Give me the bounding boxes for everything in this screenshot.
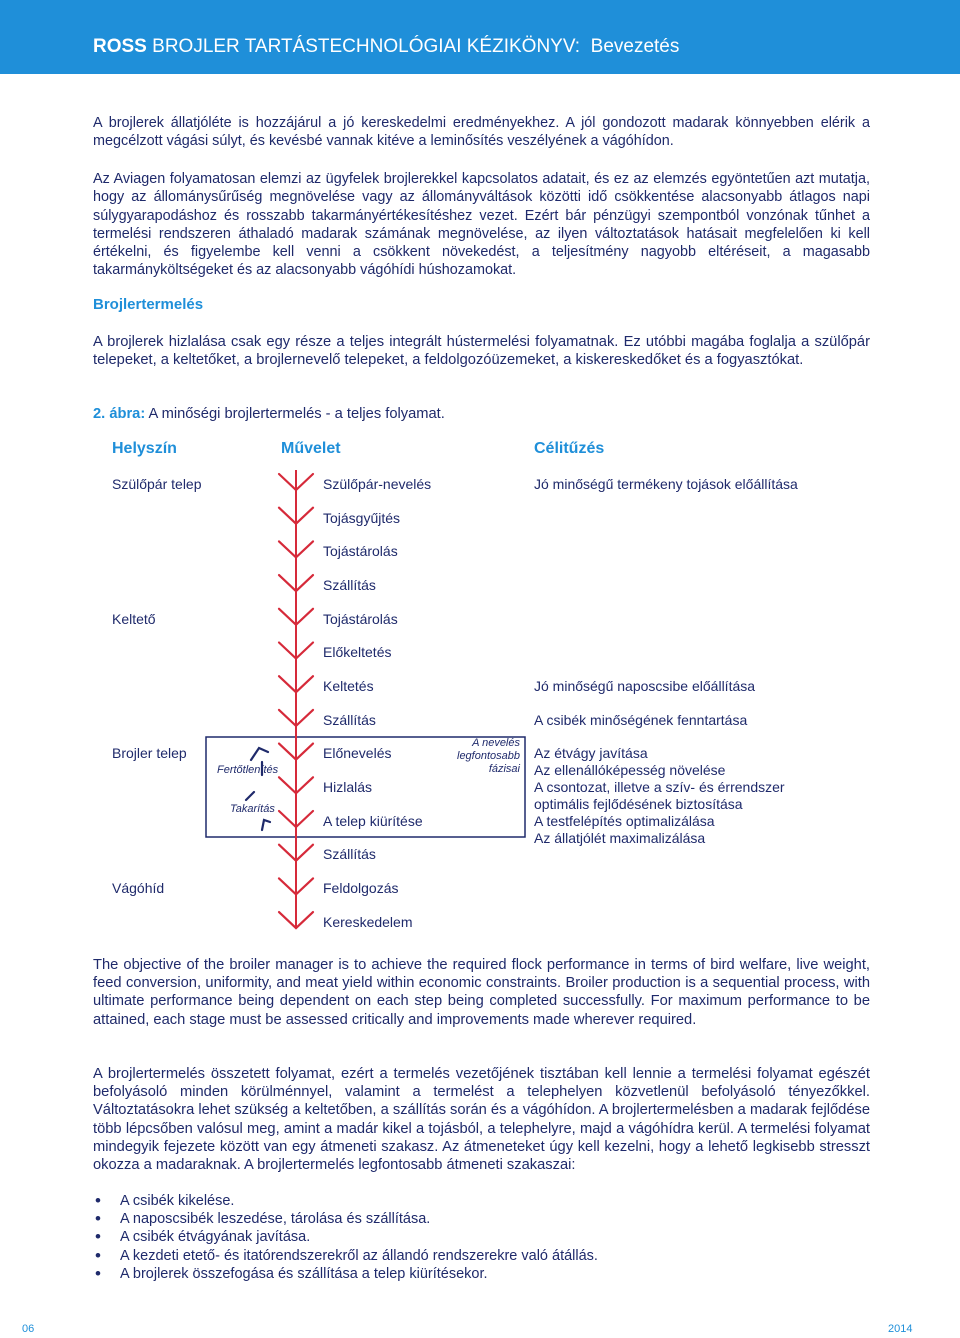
location-label: Keltető bbox=[112, 611, 156, 627]
operation-step: Szállítás bbox=[323, 577, 376, 593]
arrow-icon bbox=[246, 792, 254, 800]
arrow-icon bbox=[262, 820, 270, 830]
location-label: Szülőpár telep bbox=[112, 476, 202, 492]
operation-step: Hizlalás bbox=[323, 779, 373, 795]
goal-item: Az ellenállóképesség növelése bbox=[534, 762, 726, 778]
goal-item: A csibék minőségének fenntartása bbox=[534, 712, 748, 728]
header-title-text: BROJLER TARTÁSTECHNOLÓGIAI KÉZIKÖNYV: bbox=[152, 36, 581, 57]
cycle-arrows bbox=[246, 748, 270, 830]
list-item: • A brojlerek összefogása és szállítása a telep kiürítésekor. bbox=[93, 1265, 598, 1283]
figure-caption-text: A minőségi brojlertermelés - a teljes folyamat. bbox=[148, 406, 445, 422]
box-note-line: legfontosabb bbox=[457, 750, 520, 762]
location-label: Vágóhíd bbox=[112, 880, 165, 896]
paragraph-transitions: A brojlertermelés összetett folyamat, ezért a termelés vezetőjének tisztában kell lennie a termelési folyamat egészét befolyásoló minden körülménnyel, valamint a termelést a telephelyen közvetlenül befolyásoló tényezőkkel. Változtatásokra lehet szükség a keltetőben, a szállítás során és a vágóhídon. A brojlertermelésben a madarak fejlődése több lépcsőben valósul meg, amint a madár kikel a tojásból, a telephelyre, majd a vágóhídra kerül. A termelési folyamat mindegyik fejezete között van egy átmeneti szakasz. Az átmeneteket úgy kell kezelni, hogy a lehető legkisebb stresszt okozza a madaraknak. A brojlertermelés legfontosabb átmeneti szakaszai: bbox=[93, 1066, 870, 1174]
list-item: • A csibék kikelése. bbox=[93, 1192, 598, 1210]
list-item: • A csibék étvágyának javítása. bbox=[93, 1228, 598, 1246]
header-section: Bevezetés bbox=[590, 36, 680, 57]
operation-step: Szállítás bbox=[323, 712, 376, 728]
goal-item: Jó minőségű naposcsibe előállítása bbox=[534, 678, 756, 694]
operation-step: Tojástárolás bbox=[323, 543, 398, 559]
page-number: 06 bbox=[22, 1323, 35, 1335]
operation-step: Tojásgyűjtés bbox=[323, 510, 401, 526]
side-label-disinfection: Fertőtlenítés bbox=[217, 764, 279, 776]
goal-item: optimális fejlődésének biztosítása bbox=[534, 796, 743, 812]
box-note-line: A nevelés bbox=[472, 737, 520, 749]
operation-step: Feldolgozás bbox=[323, 880, 399, 896]
transition-list bbox=[93, 1192, 598, 1283]
box-note-line: fázisai bbox=[488, 763, 520, 775]
operation-step: Kereskedelem bbox=[323, 914, 413, 930]
paragraph-integration: A brojlerek hizlalása csak egy része a teljes integrált hústermelési folyamatnak. Ez utóbbi magába foglalja a szülőpár telepeket, a keltetőket, a brojlernevelő telepeket, a feldolgozóüzemeket, a kiskereskedőket és a fogyasztókat. bbox=[93, 334, 870, 369]
operation-step: Keltetés bbox=[323, 678, 374, 694]
list-item: • A naposcsibék leszedése, tárolása és szállítása. bbox=[93, 1210, 598, 1228]
operation-step: Előkeltetés bbox=[323, 644, 392, 660]
paragraph-aviagen: Az Aviagen folyamatosan elemzi az ügyfelek brojlerekkel kapcsolatos adatait, és ez az elemzés egyöntetűen azt mutatja, hogy az állománysűrűség megnövelése vagy az állományváltások közötti idő csökkentése alacsonyabb átlagos napi súlygyarapodáshoz és rosszabb takarmányértékesítéshez vezet. Ezért bár pénzügyi szempontból vonzónak tűnhet a termelési rendszeren áthaladó madarak számának megnövelése, az ilyen változtatások hatásait megfelelően ki kell értékelni, és figyelembe kell venni a csökkent növekedést, a teljesítmény nagyobb eltéréseit, a magasabb takarmányköltségeket és az alacsonyabb vágóhídi húshozamokat. bbox=[93, 171, 870, 279]
goal-item: A csontozat, illetve a szív- és érrendszer bbox=[534, 779, 785, 795]
location-label: Brojler telep bbox=[112, 745, 187, 761]
operation-step: Szülőpár-nevelés bbox=[323, 476, 432, 492]
goal-item: Az étvágy javítása bbox=[534, 745, 648, 761]
footer-year: 2014 bbox=[888, 1323, 913, 1335]
column-location-header: Helyszín bbox=[112, 440, 177, 457]
broiler-phase-box bbox=[206, 737, 525, 837]
operation-step: Tojástárolás bbox=[323, 611, 398, 627]
operation-step: Előnevelés bbox=[323, 745, 392, 761]
figure-label: 2. ábra: bbox=[93, 406, 146, 422]
paragraph-objective-en: The objective of the broiler manager is to achieve the required flock performance in terms of bird welfare, live weight, feed conversion, uniformity, and meat yield within economic constraints. Broiler production is a sequential process, with ultimate performance being dependent on each step being completed successfully. For maximum performance to be attained, each stage must be assessed critically and improvements made wherever required. bbox=[93, 957, 870, 1028]
paragraph-welfare: A brojlerek állatjóléte is hozzájárul a jó kereskedelmi eredményekhez. A jól gondozott madarak könnyebben elérik a megcélzott vágási súlyt, és kevésbé vannak kitéve a leminősítés veszélyének a vágóhídon. bbox=[93, 115, 870, 150]
arrow-icon bbox=[251, 748, 268, 760]
header-series: ROSS bbox=[93, 36, 147, 57]
side-label-cleaning: Takarítás bbox=[230, 803, 275, 815]
section-heading: Brojlertermelés bbox=[93, 296, 204, 313]
column-operation-header: Művelet bbox=[281, 440, 341, 457]
goal-item: A testfelépítés optimalizálása bbox=[534, 813, 715, 829]
goal-item: Az állatjólét maximalizálása bbox=[534, 830, 706, 846]
operation-step: A telep kiürítése bbox=[323, 813, 423, 829]
goal-item: Jó minőségű termékeny tojások előállítása bbox=[534, 476, 798, 492]
operation-step: Szállítás bbox=[323, 846, 376, 862]
column-goal-header: Célitűzés bbox=[534, 440, 605, 457]
list-item: • A kezdeti etető- és itatórendszerekről az állandó rendszerekre való átállás. bbox=[93, 1247, 598, 1265]
